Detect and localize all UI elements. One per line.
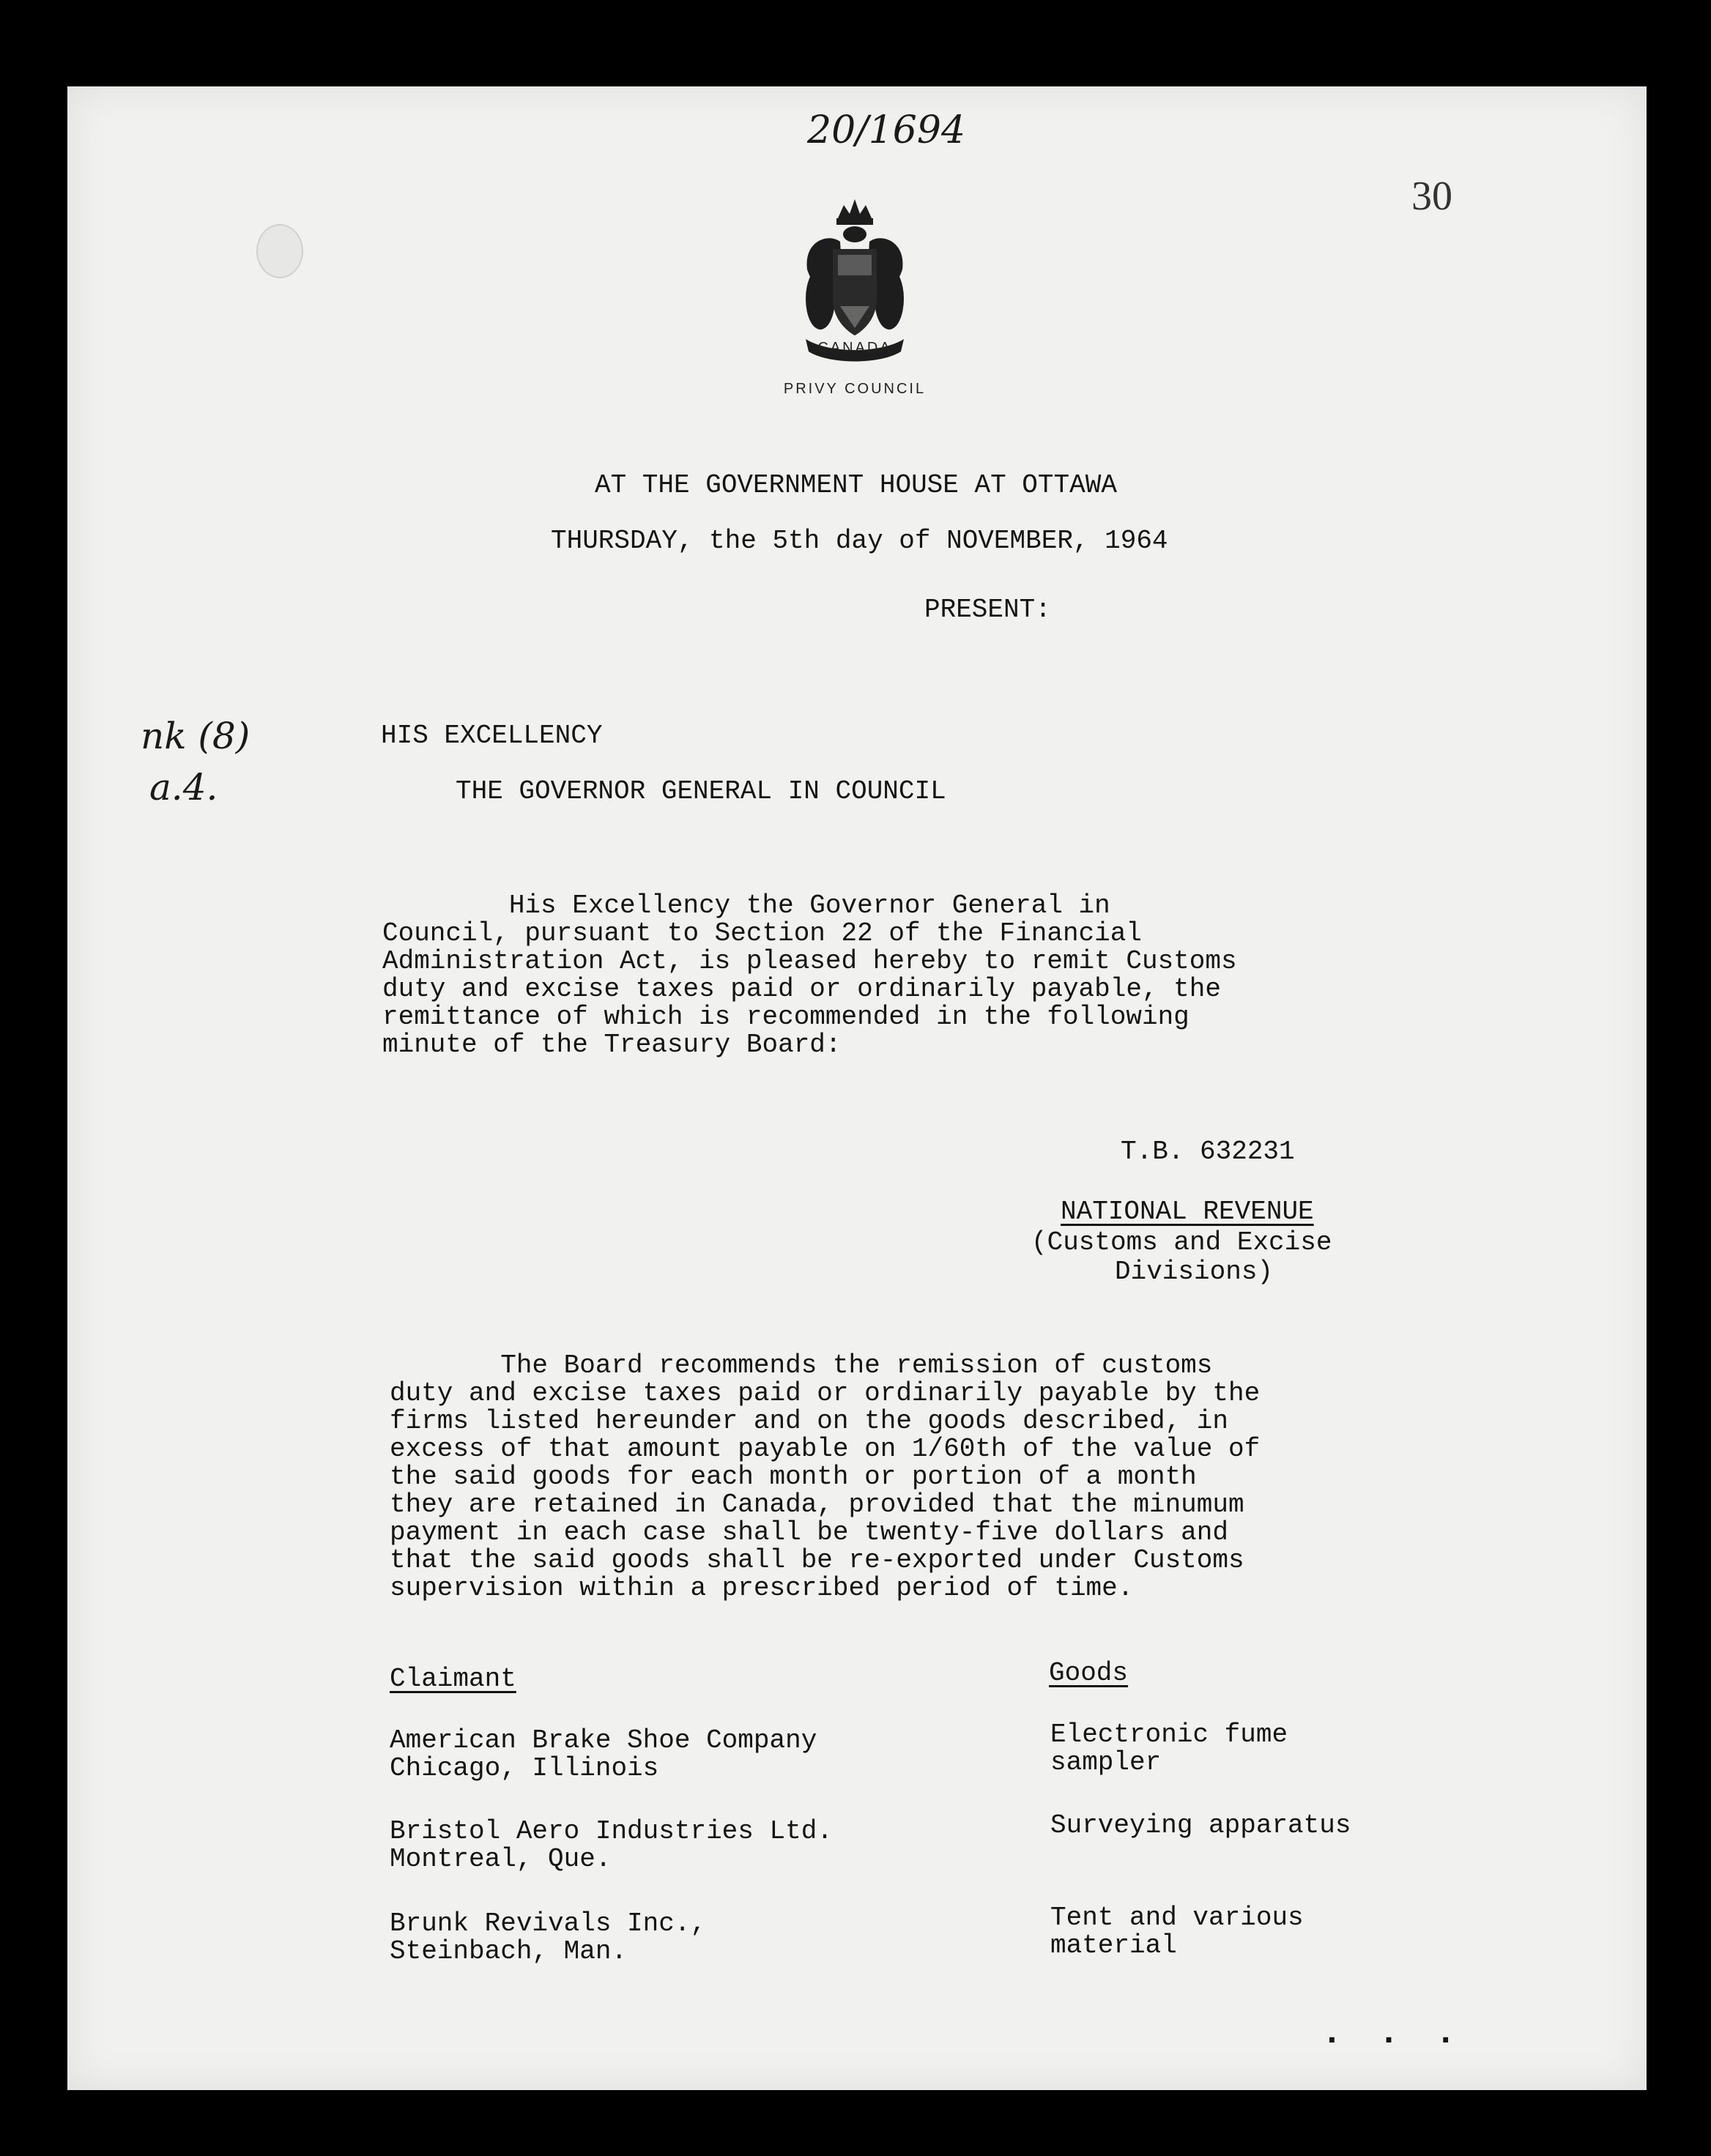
tb-number: T.B. 632231 [1121, 1137, 1295, 1167]
recommendation-paragraph [390, 1352, 1260, 1602]
recommendation-line: that the said goods shall be re-exported under Customs [390, 1545, 1244, 1575]
division-line2: Divisions) [1115, 1257, 1274, 1287]
coat-of-arms-icon [800, 189, 910, 409]
addressee-line1: HIS EXCELLENCY [381, 721, 603, 751]
heading-place: AT THE GOVERNMENT HOUSE AT OTTAWA [595, 470, 1117, 500]
recommendation-line: duty and excise taxes paid or ordinarily payable by the [390, 1378, 1261, 1408]
department-heading: NATIONAL REVENUE [1061, 1197, 1314, 1227]
punch-hole [256, 224, 303, 278]
recommendation-line: The Board recommends the remission of customs [390, 1350, 1213, 1380]
goods-description: Surveying apparatus [1050, 1810, 1351, 1840]
letterhead-country: CANADA [817, 340, 892, 356]
claimant-location: Steinbach, Man. [390, 1936, 628, 1966]
table-row-goods [1050, 1721, 1288, 1777]
addressee-line2: THE GOVERNOR GENERAL IN COUNCIL [456, 776, 946, 806]
division-line1: (Customs and Excise [1031, 1227, 1332, 1257]
goods-column-header: Goods [1049, 1658, 1129, 1688]
recommendation-line: supervision within a prescribed period of time. [390, 1573, 1134, 1603]
table-row [390, 1818, 833, 1873]
table-row-goods [1050, 1904, 1304, 1960]
order-line: Administration Act, is pleased hereby to remit Customs [382, 946, 1237, 976]
table-row-goods [1050, 1812, 1351, 1840]
claimant-name: American Brake Shoe Company [390, 1725, 817, 1755]
order-line: remittance of which is recommended in the following [382, 1002, 1189, 1032]
claimant-location: Chicago, Illinois [390, 1753, 659, 1783]
claimant-name: Bristol Aero Industries Ltd. [390, 1816, 833, 1846]
claimant-location: Montreal, Que. [390, 1844, 612, 1874]
recommendation-line: excess of that amount payable on 1/60th of the value of [390, 1434, 1261, 1464]
letterhead-office: PRIVY COUNCIL [783, 381, 927, 397]
claimant-name: Brunk Revivals Inc., [390, 1908, 707, 1938]
goods-description: Tent and various [1050, 1903, 1304, 1933]
recommendation-line: the said goods for each month or portion of a month [390, 1462, 1197, 1492]
order-line: Council, pursuant to Section 22 of the Financial [382, 918, 1142, 948]
heading-present: PRESENT: [924, 595, 1051, 625]
margin-note-reference: a.4. [149, 766, 218, 808]
recommendation-line: firms listed hereunder and on the goods described, in [390, 1406, 1228, 1436]
recommendation-line: payment in each case shall be twenty-five dollars and [390, 1517, 1228, 1547]
handwritten-file-number: 20/1694 [807, 108, 966, 152]
order-paragraph [382, 892, 1237, 1059]
continuation-mark: . . . [1321, 2014, 1464, 2053]
goods-description: material [1050, 1930, 1177, 1960]
order-line: duty and excise taxes paid or ordinarily payable, the [382, 974, 1221, 1004]
order-line: His Excellency the Governor General in [382, 891, 1110, 921]
recommendation-line: they are retained in Canada, provided that the minumum [390, 1490, 1244, 1520]
table-row [390, 1727, 817, 1783]
document-page [67, 86, 1647, 2090]
page-number: 30 [1411, 174, 1452, 219]
goods-description: Electronic fume [1050, 1720, 1288, 1750]
claimant-column-header: Claimant [390, 1664, 516, 1694]
margin-note-initials: nk (8) [141, 715, 250, 757]
goods-description: sampler [1050, 1747, 1162, 1777]
table-row [390, 1910, 706, 1966]
heading-date: THURSDAY, the 5th day of NOVEMBER, 1964 [551, 526, 1168, 556]
order-line: minute of the Treasury Board: [382, 1030, 842, 1060]
